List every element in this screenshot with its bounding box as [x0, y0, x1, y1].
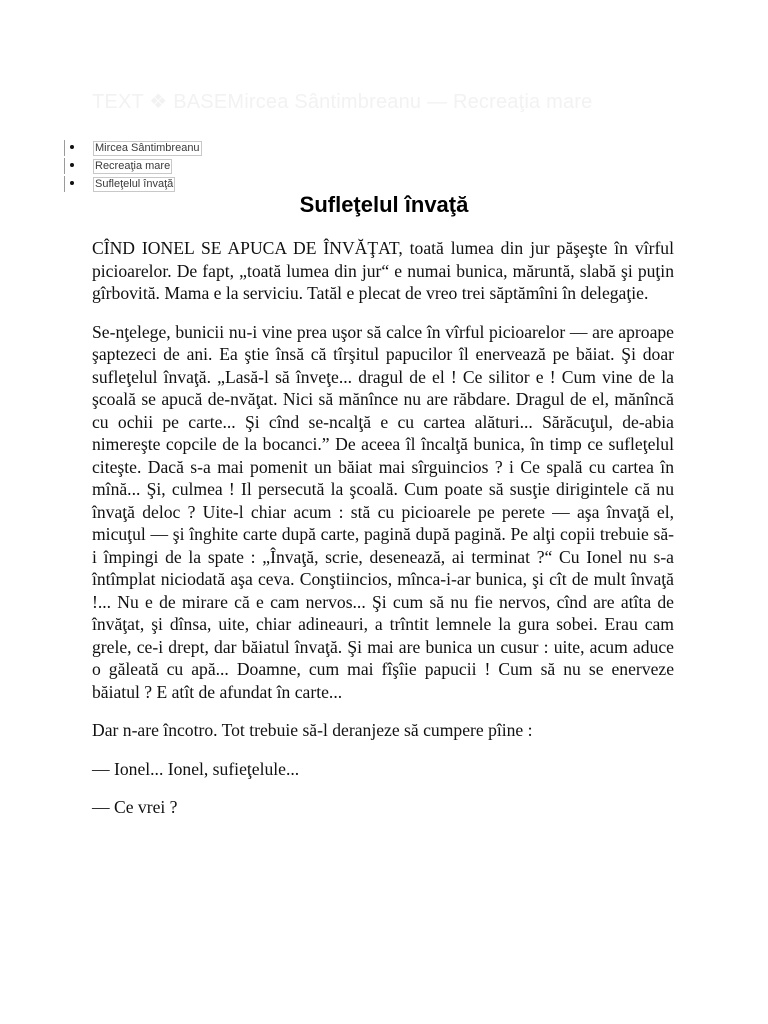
breadcrumb-item[interactable]: [64, 139, 202, 157]
paragraph: Dar n-are încotro. Tot trebuie să-l deranjeze să cumpere pîine :: [92, 720, 533, 740]
bullet-icon: [70, 145, 74, 149]
story-body: [92, 237, 674, 835]
breadcrumb-bar: [64, 158, 65, 174]
breadcrumb-link-book[interactable]: Recreaţia mare: [95, 159, 171, 172]
story-title: Sufleţelul învaţă: [299, 192, 469, 217]
breadcrumb-link-author[interactable]: Mircea Sântimbreanu: [95, 141, 200, 154]
bullet-icon: [70, 163, 74, 167]
breadcrumb: [64, 139, 202, 193]
breadcrumb-bar: [64, 140, 65, 156]
breadcrumb-link-story[interactable]: Sufleţelul învaţă: [95, 177, 174, 190]
faded-page-header: TEXT ❖ BASEMircea Sântimbreanu — Recreaţia mare: [92, 91, 593, 113]
dialogue-line: — Ce vrei ?: [92, 797, 178, 817]
dialogue-line: — Ionel... Ionel, sufieţelule...: [92, 758, 300, 779]
breadcrumb-bar: [64, 176, 65, 192]
paragraph: Se-nţelege, bunicii nu-i vine prea uşor să calce în vîrful picioarelor — are aproape şaptezeci de ani. Ea ştie însă că tîrşitul papucilor îl enervează pe băiat. Şi doar sufleţelul învaţă. „Lasă-l să înveţe... dragul de el ! Ce silitor e ! Cum vine de la şcoală se apucă de-nvăţat. Nici să mănînce nu are răbdare. Dragul de el, mănîncă cu ochii pe carte... Şi cînd se-ncalţă e cu cartea alături... Sărăcuţul, de-abia nimereşte copcile de la bocanci.” De aceea îl încalţă bunica, în timp ce sufleţelul citeşte. Dacă s-a mai pomenit un băiat mai sîrguincios ? i Ce spală cu cartea în mînă... Şi, culmea ! Il persecută la şcoală. Cum poate să susţie dirigintele că nu învaţă deloc ? Uite-l chiar acum : stă cu picioarele pe perete — aşa învaţă el, micuţul — şi înghite carte după carte, pagină după pagină. Pe alţi copii trebuie să-i împingi de la spate : „Învaţă, scrie, desenează, ai terminat ?“ Cu Ionel nu s-a întîmplat niciodată aşa ceva. Conştiincios, mînca-i-ar bunica, şi cît de mult învaţă !... Nu e de mirare că e cam nervos... Şi cum să nu fie nervos, cînd are atîta de învăţat, şi dînsa, uite, chiar adineauri, a trîntit lemnele la gura sobei. Erau cam grele, ce-i drept, dar băiatul învaţă. Şi mai are bunica un cusur : uite, acum aduce o găleată cu apă... Doamne, cum mai fîşîie papucii ! Cum să nu se enerveze băiatul ? E atît de afundat în carte...: [92, 321, 674, 702]
paragraph: CÎND IONEL SE APUCA DE ÎNVĂŢAT, toată lumea din jur păşeşte în vîrful picioarelor. De fapt, „toată lumea din jur“ e numai bunica, măruntă, slabă şi puţin gîrbovită. Mama e la serviciu. Tatăl e plecat de vreo trei săptămîni în delegaţie.: [92, 238, 674, 303]
bullet-icon: [70, 181, 74, 185]
breadcrumb-item[interactable]: [64, 157, 202, 175]
breadcrumb-item[interactable]: [64, 175, 202, 193]
